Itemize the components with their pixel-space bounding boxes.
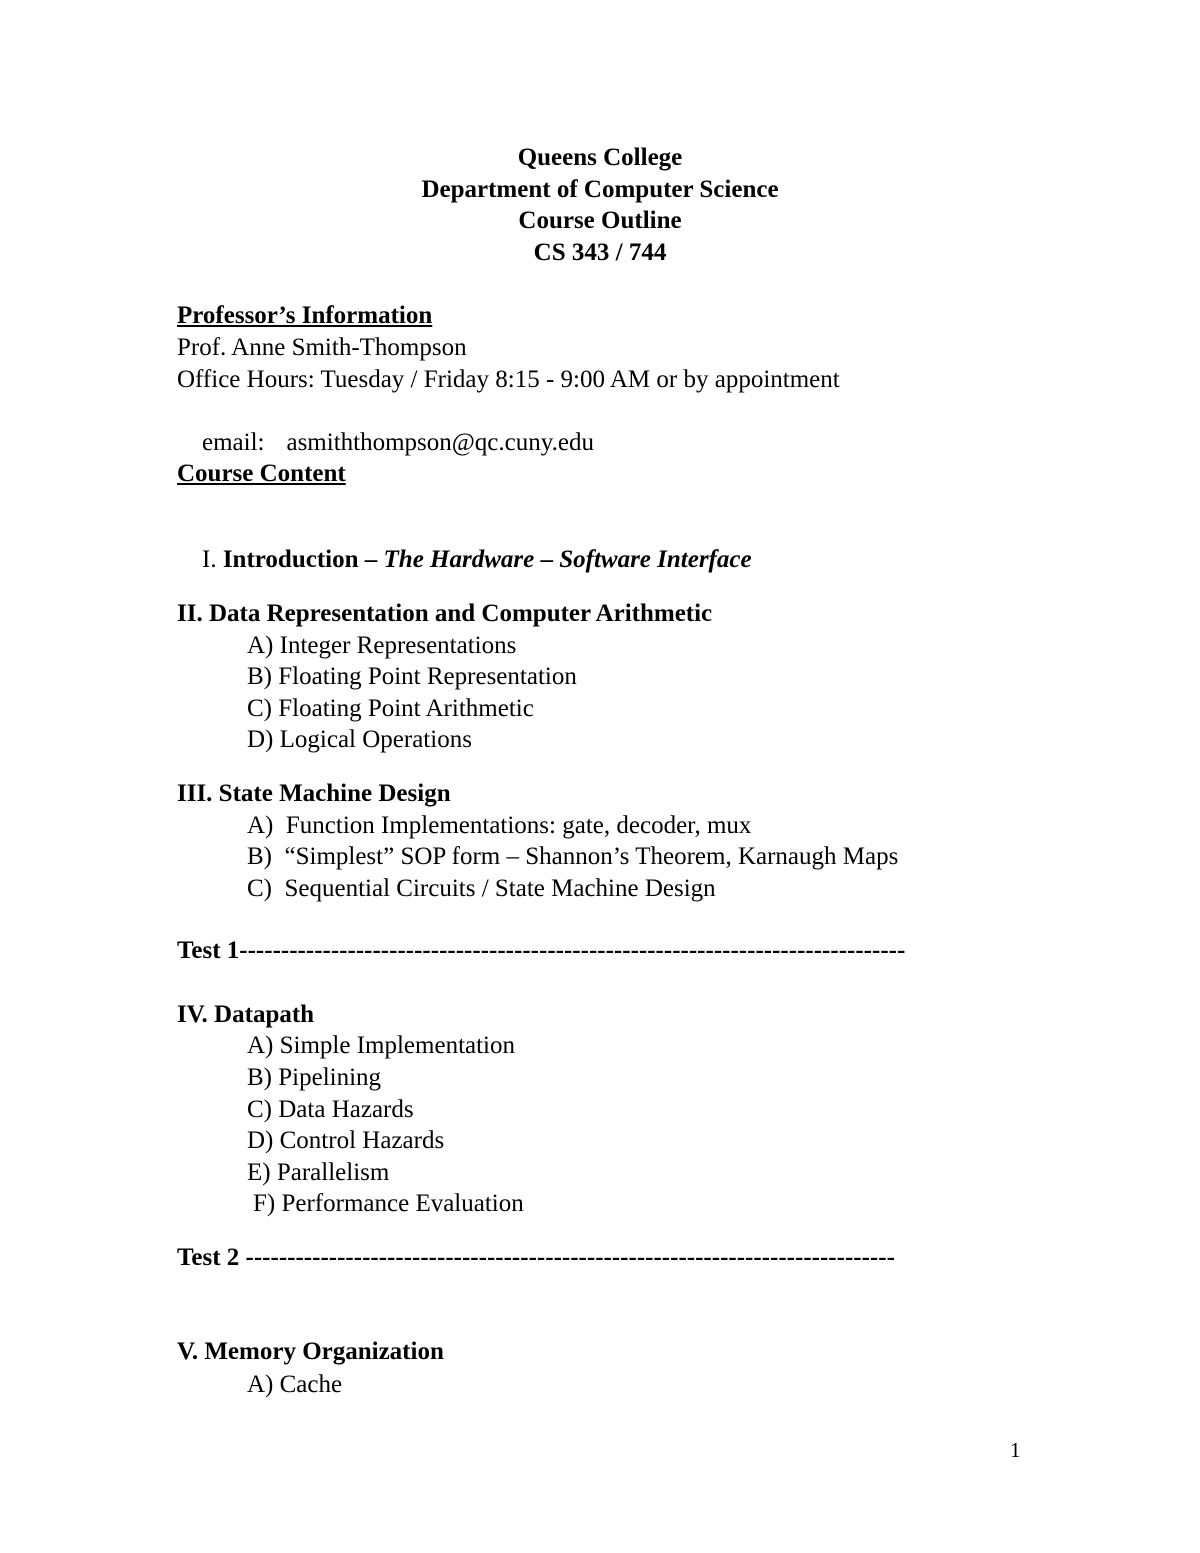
list-item: A) Simple Implementation — [247, 1032, 516, 1059]
professor-heading: Professor’s Information — [177, 302, 433, 329]
list-item: F) Performance Evaluation — [253, 1190, 524, 1217]
course-code: CS 343 / 744 — [533, 239, 667, 266]
section-3-title: III. State Machine Design — [177, 780, 451, 807]
list-item: B) “Simplest” SOP form – Shannon’s Theorem, Karnaugh Maps — [247, 843, 899, 870]
list-item: C) Sequential Circuits / State Machine Design — [247, 875, 716, 902]
list-item: B) Floating Point Representation — [247, 663, 577, 690]
list-item: A) Function Implementations: gate, decoder, mux — [247, 812, 752, 839]
list-item: E) Parallelism — [247, 1159, 390, 1186]
office-hours: Office Hours: Tuesday / Friday 8:15 - 9:00 AM or by appointment — [177, 366, 840, 393]
list-item: C) Floating Point Arithmetic — [247, 695, 534, 722]
list-item: D) Logical Operations — [247, 726, 472, 753]
section-4-title: IV. Datapath — [177, 1001, 315, 1028]
list-item: A) Integer Representations — [247, 632, 517, 659]
course-content-heading: Course Content — [177, 460, 346, 487]
test-2-marker: Test 2 ------------------------------------------------------------------------------ — [177, 1244, 895, 1271]
email-label: email: — [202, 429, 265, 456]
email-address: asmiththompson@qc.cuny.edu — [286, 429, 594, 456]
list-item: A) Cache — [247, 1371, 343, 1398]
list-item: D) Control Hazards — [247, 1127, 445, 1154]
section-1-dash1: – — [358, 546, 384, 573]
list-item: C) Data Hazards — [247, 1096, 414, 1123]
test-1-marker: Test 1-------------------------------------------------------------------------------- — [177, 937, 906, 964]
section-5-title: V. Memory Organization — [177, 1338, 444, 1365]
college-name: Queens College — [517, 144, 683, 171]
section-1-subtitle-b: Software Interface — [559, 546, 752, 573]
section-1-title — [177, 512, 752, 608]
section-1-subtitle-a: The Hardware — [383, 546, 535, 573]
list-item: B) Pipelining — [247, 1064, 382, 1091]
section-1-dash2: – — [534, 546, 560, 573]
department-name: Department of Computer Science — [421, 176, 779, 203]
document-title: Course Outline — [518, 207, 682, 234]
section-2-title: II. Data Representation and Computer Arithmetic — [177, 600, 713, 627]
page-number: 1 — [1010, 1438, 1021, 1462]
section-1-name: Introduction — [222, 546, 359, 573]
professor-name: Prof. Anne Smith-Thompson — [177, 334, 467, 361]
section-1-numeral: I. — [202, 546, 217, 573]
